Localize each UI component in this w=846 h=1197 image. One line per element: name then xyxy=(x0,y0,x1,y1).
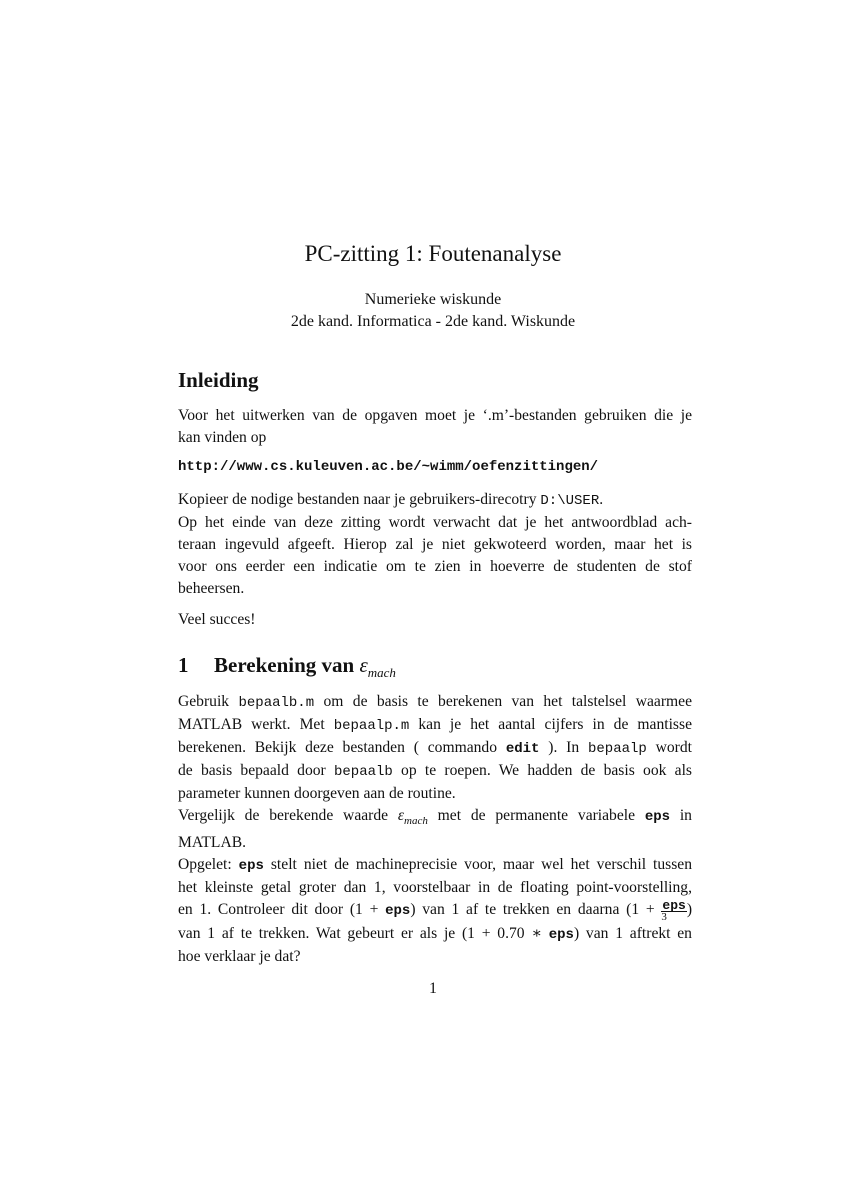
text-run: . xyxy=(599,491,604,508)
text-line: parameter kunnen doorgeven aan de routine. xyxy=(178,785,456,802)
text-run: wordt xyxy=(646,739,692,756)
command-name: edit xyxy=(505,741,540,757)
section-heading-1 xyxy=(178,651,396,687)
closing-line: Veel succes! xyxy=(178,611,256,628)
text-run: in xyxy=(670,807,692,824)
text-run: ) van 1 af te trekken en daarna (1 + xyxy=(410,901,662,919)
text-line xyxy=(178,714,692,737)
text-line: beheersen. xyxy=(178,580,245,597)
text-run: Opgelet: xyxy=(178,856,239,874)
text-run: kan je het aantal cijfers in de mantisse xyxy=(409,716,692,733)
text-run: stelt niet de machineprecisie voor, maar wel het verschil tussen xyxy=(263,856,692,874)
instructions-paragraph xyxy=(178,489,692,600)
text-run: Gebruik xyxy=(178,693,239,710)
page-number: 1 xyxy=(429,980,437,997)
variable-name: eps xyxy=(644,809,671,825)
text-run: en 1. Controleer dit door (1 + xyxy=(178,901,386,919)
section-heading-inleiding: Inleiding xyxy=(178,368,259,392)
text-run: ). In xyxy=(539,739,588,756)
text-line: teraan ingevuld afgeeft. Hierop zal je niet gekwoteerd worden, maar het is xyxy=(178,536,692,553)
directory-path: D:\USER xyxy=(540,493,600,509)
code-filename: bepaalb.m xyxy=(238,695,315,711)
variable-name: eps xyxy=(385,903,411,920)
text-line: hoe verklaar je dat? xyxy=(178,948,301,966)
text-run: op te roepen. We hadden de basis ook als xyxy=(392,762,692,779)
text-line xyxy=(178,805,692,832)
variable-name: eps xyxy=(238,858,264,875)
text-run: van 1 af te trekken. Wat gebeurt er als je (1 + 0.70 ∗ xyxy=(178,925,549,943)
text-line xyxy=(178,854,692,877)
text-run: om de basis te berekenen van het talstelsel waarmee xyxy=(314,693,693,710)
variable-name: eps xyxy=(548,927,574,944)
text-run: Vergelijk de berekende waarde xyxy=(178,807,398,824)
text-run: berekenen. Bekijk deze bestanden ( commando xyxy=(178,739,506,756)
text-run: ) xyxy=(686,901,693,919)
text-line: voor ons eerder een indicatie om te zien in hoeverre de studenten de stof xyxy=(178,558,692,575)
fraction-denominator: 3 xyxy=(661,911,667,924)
text-line xyxy=(178,899,692,923)
fraction-numerator: eps xyxy=(662,898,686,914)
text-line xyxy=(178,489,692,512)
epsilon-char: ε xyxy=(397,807,405,824)
intro-paragraph xyxy=(178,405,692,449)
section-number: 1 xyxy=(178,653,189,677)
resource-url: http://www.cs.kuleuven.ac.be/~wimm/oefenzittingen/ xyxy=(178,459,599,475)
course-name: Numerieke wiskunde xyxy=(364,291,502,308)
code-function: bepaalp xyxy=(587,741,647,757)
text-line: het kleinste getal groter dan 1, voorstelbaar in de floating point-voorstelling, xyxy=(178,879,692,897)
code-function: bepaalb xyxy=(333,764,393,780)
fraction xyxy=(661,900,686,923)
text-line xyxy=(178,737,692,760)
text-run: met de permanente variabele xyxy=(427,807,645,824)
text-run: de basis bepaald door xyxy=(178,762,334,779)
course-audience: 2de kand. Informatica - 2de kand. Wiskunde xyxy=(290,313,576,330)
text-line xyxy=(178,691,692,714)
text-line xyxy=(178,923,692,946)
text-run: MATLAB werkt. Met xyxy=(178,716,334,733)
epsilon-symbol xyxy=(397,807,428,828)
section1-body xyxy=(178,691,692,968)
text-run: Kopieer de nodige bestanden naar je gebruikers-direcotry xyxy=(178,491,541,508)
code-filename: bepaalp.m xyxy=(333,718,410,734)
epsilon-symbol: ε xyxy=(359,653,368,677)
epsilon-subscript: mach xyxy=(367,665,396,681)
document-title: PC-zitting 1: Foutenanalyse xyxy=(304,241,562,266)
text-line: Op het einde van deze zitting wordt verwacht dat je het antwoordblad ach- xyxy=(178,514,692,531)
text-run: ) van 1 aftrekt en xyxy=(573,925,692,943)
section-title: Berekening van xyxy=(214,653,360,677)
text-line: Voor het uitwerken van de opgaven moet je ‘.m’-bestanden gebruiken die je xyxy=(178,407,692,424)
text-line: kan vinden op xyxy=(178,429,267,446)
epsilon-subscript: mach xyxy=(404,815,428,828)
text-line: MATLAB. xyxy=(178,834,247,852)
text-line xyxy=(178,760,692,783)
